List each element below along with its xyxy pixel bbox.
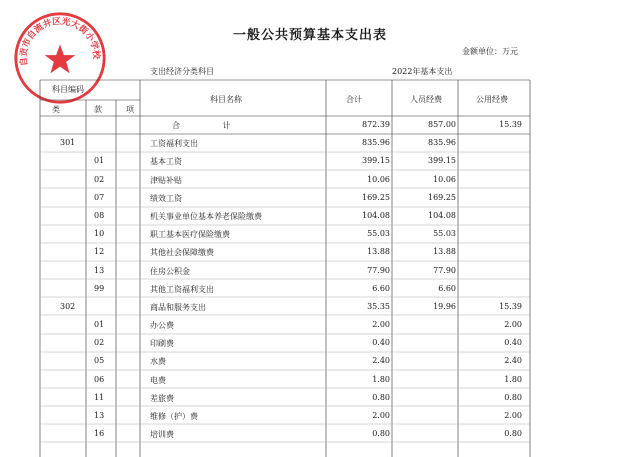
row-name: 其他工资福利支出 [150, 284, 214, 294]
table-row [0, 225, 640, 243]
row-name: 其他社会保障缴费 [150, 248, 214, 258]
row-personnel: 835.96 [428, 138, 456, 148]
row-total: 55.03 [367, 229, 390, 239]
page-title: 一般公共预算基本支出表 [232, 28, 387, 43]
row-public: 1.80 [504, 374, 522, 384]
row-public: 0.80 [504, 429, 522, 439]
row-public: 2.40 [504, 356, 522, 366]
row-public: 2.00 [504, 320, 522, 330]
row-total: 0.80 [372, 392, 390, 402]
table-row [0, 280, 640, 298]
row-name: 差旅费 [150, 393, 174, 403]
row-name: 办公费 [150, 321, 174, 331]
row-public: 0.40 [504, 338, 522, 348]
row-total: 13.88 [367, 247, 390, 257]
row-total: 399.15 [362, 156, 390, 166]
row-name: 电费 [150, 375, 166, 385]
section-header: 款 [94, 105, 102, 114]
row-total: 835.96 [362, 138, 390, 148]
row-name: 印刷费 [150, 339, 174, 349]
item-header: 项 [126, 105, 134, 114]
row-total: 1.80 [372, 374, 390, 384]
row-total: 104.08 [362, 210, 390, 220]
row-category: 301 [60, 138, 76, 148]
row-name: 工资福利支出 [150, 139, 198, 149]
row-personnel: 104.08 [428, 210, 456, 220]
row-total: 35.35 [367, 301, 390, 311]
row-name: 基本工资 [150, 157, 182, 167]
row-section: 06 [94, 374, 105, 384]
row-public: 0.80 [504, 392, 522, 402]
category-header: 类 [52, 105, 60, 114]
row-personnel: 13.88 [433, 247, 456, 257]
table-row [0, 298, 640, 316]
table-row [0, 116, 640, 134]
row-name: 住房公积金 [150, 266, 190, 276]
row-total: 10.06 [367, 174, 390, 184]
table-row [0, 207, 640, 225]
table-row [0, 352, 640, 370]
row-section: 02 [94, 174, 105, 184]
table-row [0, 243, 640, 261]
unit-label: 金额单位：万元 [462, 47, 518, 56]
row-section: 13 [94, 265, 105, 275]
row-name: 维修（护）费 [150, 412, 198, 421]
row-name: 机关事业单位基本养老保险缴费 [150, 211, 262, 221]
row-total: 0.40 [372, 338, 390, 348]
row-personnel: 857.00 [428, 120, 456, 129]
row-personnel: 10.06 [433, 174, 456, 184]
table-row [0, 171, 640, 189]
row-total: 77.90 [367, 265, 390, 275]
row-total: 2.00 [372, 411, 390, 420]
row-name: 水费 [150, 357, 166, 367]
total-header: 合计 [346, 95, 362, 104]
row-personnel: 6.60 [438, 283, 456, 293]
row-section: 99 [94, 283, 105, 293]
row-total: 2.40 [372, 356, 390, 366]
table-row [0, 389, 640, 407]
row-section: 13 [94, 411, 105, 420]
row-public: 2.00 [504, 411, 522, 420]
row-section: 12 [94, 247, 105, 257]
row-total: 0.80 [372, 429, 390, 439]
economic-class-label: 支出经济分类科目 [150, 67, 214, 76]
row-section: 01 [94, 320, 105, 330]
row-total: 6.60 [372, 283, 390, 293]
table-row [0, 425, 640, 443]
row-name: 合 计 [172, 121, 251, 130]
row-personnel: 77.90 [433, 265, 456, 275]
row-total: 872.39 [362, 120, 390, 129]
row-section: 01 [94, 156, 105, 166]
row-public: 15.39 [499, 120, 522, 129]
seal-star-icon [45, 45, 76, 74]
row-public: 15.39 [499, 301, 522, 311]
row-section: 02 [94, 338, 105, 348]
row-total: 169.25 [362, 192, 390, 202]
row-section: 10 [94, 229, 105, 239]
table-row [0, 371, 640, 389]
row-section: 08 [94, 210, 105, 220]
row-section: 16 [94, 429, 105, 439]
personnel-header: 人员经费 [410, 95, 442, 104]
row-personnel: 19.96 [433, 301, 456, 311]
seal-text: 自贡市自流井区光大街小学校 [19, 16, 101, 67]
table-row [0, 316, 640, 334]
subject-code-header: 科目编码 [52, 85, 84, 94]
table-row [0, 134, 640, 152]
row-section: 11 [94, 392, 105, 402]
subject-name-header: 科目名称 [210, 95, 242, 104]
table-row [0, 262, 640, 280]
row-personnel: 55.03 [433, 229, 456, 239]
row-name: 培训费 [150, 430, 174, 440]
row-personnel: 169.25 [428, 192, 456, 202]
public-expense-header: 公用经费 [476, 95, 508, 104]
row-section: 07 [94, 192, 105, 202]
year-expenditure-label: 2022年基本支出 [392, 67, 453, 76]
table-row [0, 407, 640, 425]
table-row [0, 334, 640, 352]
row-name: 津贴补贴 [150, 175, 182, 185]
row-total: 2.00 [372, 320, 390, 330]
table-row [0, 152, 640, 170]
row-category: 302 [60, 301, 76, 311]
row-name: 商品和服务支出 [150, 302, 206, 312]
row-name: 职工基本医疗保险缴费 [150, 230, 230, 240]
row-name: 绩效工资 [150, 193, 182, 203]
table-row [0, 189, 640, 207]
row-personnel: 399.15 [428, 156, 456, 166]
table-body [0, 116, 640, 443]
row-section: 05 [94, 356, 105, 366]
